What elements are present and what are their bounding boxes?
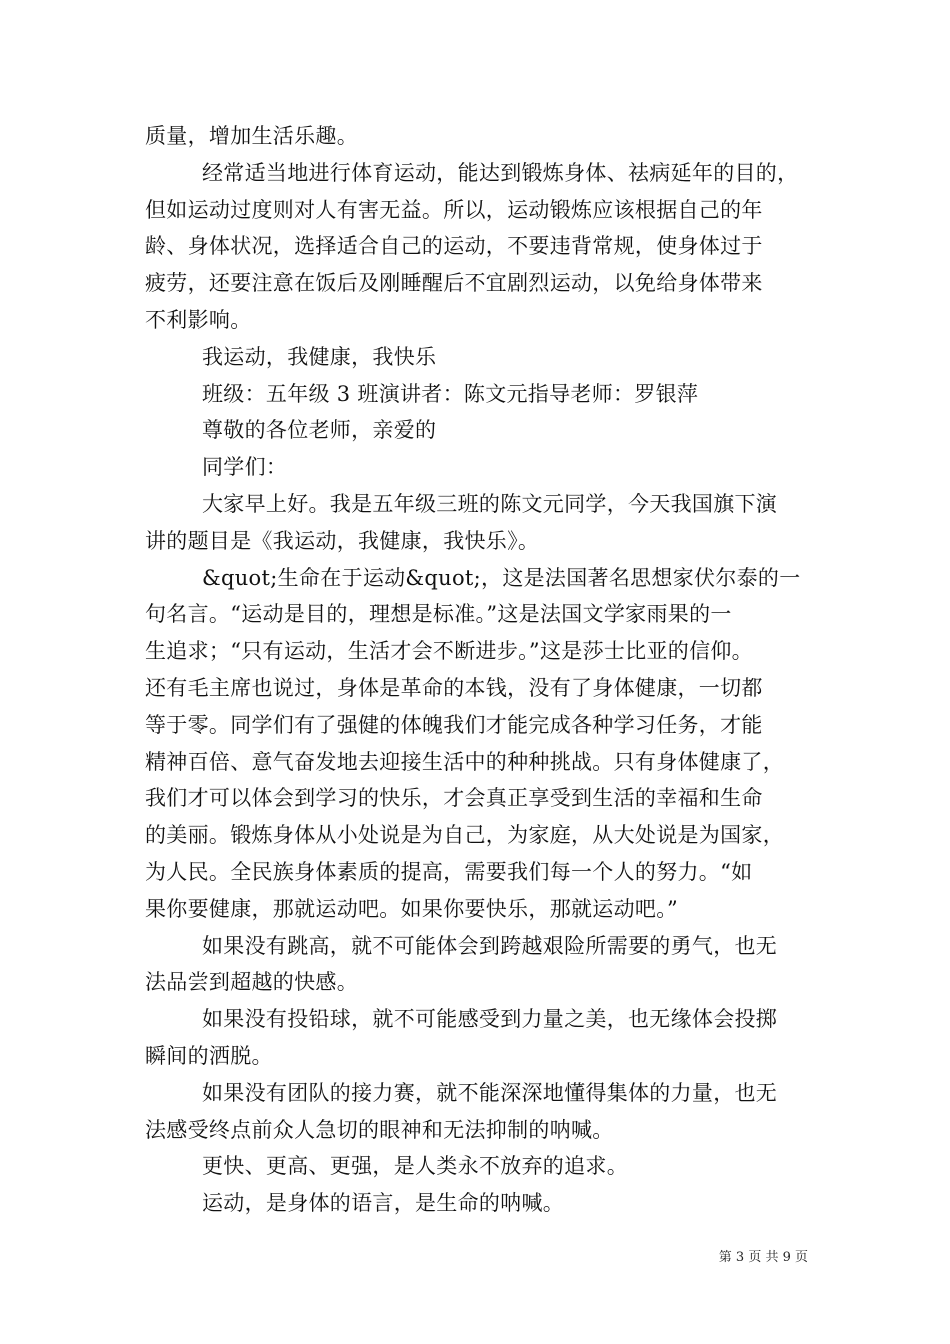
speech-title: 我运动，我健康，我快乐 (202, 344, 437, 369)
text-line: 法品尝到超越的快感。 (145, 970, 358, 995)
text-line: 经常适当地进行体育运动，能达到锻炼身体、祛病延年的目的， (202, 160, 799, 185)
text-line: 如果没有投铅球，就不可能感受到力量之美，也无缘体会投掷 (202, 1007, 778, 1032)
text-line: 龄、身体状况，选择适合自己的运动，不要违背常规，使身体过于 (145, 234, 763, 259)
text-line: 句名言。“运动是目的，理想是标准。”这是法国文学家雨果的一 (145, 602, 732, 627)
text-line: 等于零。同学们有了强健的体魄我们才能完成各种学习任务，才能 (145, 712, 763, 737)
text-line: 的美丽。锻炼身体从小处说是为自己，为家庭，从大处说是为国家， (145, 823, 784, 848)
text-line: 更快、更高、更强，是人类永不放弃的追求。 (202, 1154, 628, 1179)
document-body (145, 118, 820, 1222)
text-line: &quot;生命在于运动&quot;，这是法国著名思想家伏尔泰的一 (202, 565, 801, 590)
text-line: 果你要健康，那就运动吧。如果你要快乐，那就运动吧。” (145, 896, 679, 921)
speech-byline: 班级：五年级 3 班演讲者：陈文元指导老师：罗银萍 (202, 381, 699, 406)
page-number: 第 3 页 共 9 页 (718, 1250, 808, 1265)
text-line: 质量，增加生活乐趣。 (145, 124, 358, 148)
text-line: 精神百倍、意气奋发地去迎接生活中的种种挑战。只有身体健康了， (145, 749, 784, 774)
salutation-line: 同学们： (202, 455, 288, 480)
text-line: 运动，是身体的语言，是生命的呐喊。 (202, 1191, 565, 1216)
text-line: 大家早上好。我是五年级三班的陈文元同学，今天我国旗下演 (202, 491, 778, 516)
text-line: 生追求；“只有运动，生活才会不断进步。”这是莎士比亚的信仰。 (145, 639, 753, 664)
text-line: 我们才可以体会到学习的快乐，才会真正享受到生活的幸福和生命 (145, 786, 763, 811)
text-line: 但如运动过度则对人有害无益。所以，运动锻炼应该根据自己的年 (145, 197, 763, 222)
text-line: 如果没有团队的接力赛，就不能深深地懂得集体的力量，也无 (202, 1080, 778, 1105)
text-line: 为人民。全民族身体素质的提高，需要我们每一个人的努力。“如 (145, 859, 753, 884)
text-line: 不利影响。 (145, 307, 252, 332)
text-line: 讲的题目是《我运动，我健康，我快乐》。 (145, 528, 540, 553)
text-line: 瞬间的洒脱。 (145, 1043, 273, 1068)
text-line: 如果没有跳高，就不可能体会到跨越艰险所需要的勇气，也无 (202, 933, 778, 958)
salutation-line: 尊敬的各位老师，亲爱的 (202, 418, 437, 443)
text-line: 法感受终点前众人急切的眼神和无法抑制的呐喊。 (145, 1117, 614, 1142)
text-line: 还有毛主席也说过，身体是革命的本钱，没有了身体健康，一切都 (145, 675, 763, 700)
text-line: 疲劳，还要注意在饭后及刚睡醒后不宜剧烈运动，以免给身体带来 (145, 271, 763, 296)
